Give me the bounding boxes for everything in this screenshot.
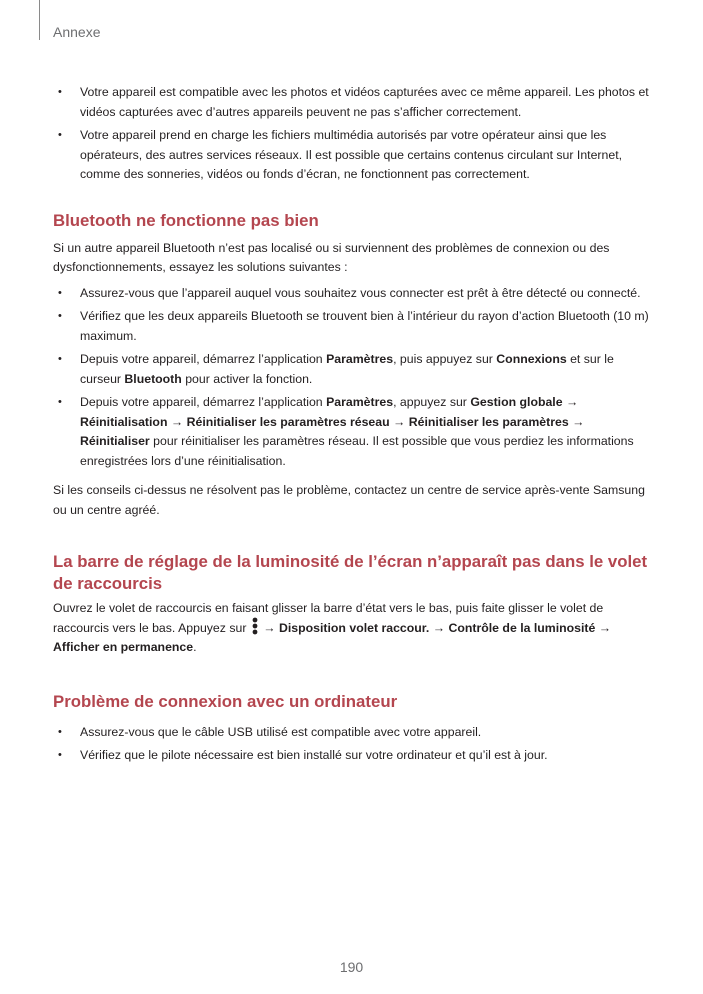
ui-term: Connexions (496, 352, 567, 366)
section-heading: La barre de réglage de la luminosité de l’écran n’apparaît pas dans le volet de raccourcis (53, 552, 648, 593)
computer-bullet-list (53, 723, 653, 766)
section-intro: Si un autre appareil Bluetooth n’est pas localisé ou si surviennent des problèmes de connexion ou des dysfonctionnements, essayez les solutions suivantes : (53, 240, 610, 274)
ui-term: Disposition volet raccour. (278, 620, 430, 635)
ui-term: Paramètres (326, 352, 394, 366)
list-item: • Assurez-vous que le câble USB utilisé est compatible avec votre appareil. (53, 723, 653, 743)
page-number: 190 (339, 959, 364, 975)
arrow-icon: → (259, 620, 279, 635)
section-heading: Problème de connexion avec un ordinateur (53, 691, 398, 711)
arrow-icon: → (429, 620, 449, 635)
arrow-icon: → (568, 414, 585, 429)
arrow-icon: → (595, 620, 612, 635)
margin-rule (39, 0, 40, 40)
brightness-section (53, 551, 653, 658)
list-item: • Depuis votre appareil, démarrez l’application Paramètres, puis appuyez sur Connexions et sur le curseur Bluetooth pour activer la fonction. (58, 352, 614, 386)
arrow-icon: → (562, 395, 579, 409)
bullet-icon: • (58, 286, 62, 299)
arrow-icon: → (167, 414, 187, 429)
ui-term: Bluetooth (124, 371, 182, 386)
intro-bullet-list (53, 83, 653, 185)
section-paragraph: Ouvrez le volet de raccourcis en faisant glisser la barre d’état vers le bas, puis faite glisser le volet de raccourcis vers le bas. Appuyez sur → Disposition volet raccour. → Contrôle de la luminosité → Afficher en permanence. (53, 601, 612, 654)
list-item: • Votre appareil prend en charge les fichiers multimédia autorisés par votre opérateur ainsi que les opérateurs, des autres services réseaux. Il est possible que certains contenus circulant sur Internet, comme des sonneries, vidéos ou fonds d’écran, ne fonctionnent pas correctement. (58, 128, 623, 181)
running-header: Annexe (53, 24, 101, 40)
ui-term: Paramètres (326, 395, 394, 409)
bullet-icon: • (58, 310, 62, 322)
list-item: • Depuis votre appareil, démarrez l’application Paramètres, appuyez sur Gestion globale → Réinitialisation → Réinitialiser les paramètres réseau → Réinitialiser les paramètres → Réinitialiser pour réinitialiser les paramètres réseau. Il est possible que vous perdiez les informations enregistrées lors d’une réinitialisation. (58, 395, 634, 468)
bullet-icon: • (58, 353, 62, 365)
ui-term: Gestion globale (470, 395, 563, 409)
list-item: • Vérifiez que les deux appareils Bluetooth se trouvent bien à l’intérieur du rayon d’action Bluetooth (10 m) maximum. (58, 309, 649, 343)
arrow-icon: → (389, 414, 409, 429)
list-item: • Assurez-vous que l’appareil auquel vous souhaitez vous connecter est prêt à être détecté ou connecté. (53, 284, 653, 304)
page-body (53, 83, 653, 770)
ui-term: Réinitialiser (80, 434, 150, 448)
ui-term: Réinitialiser les paramètres réseau (186, 414, 390, 429)
ui-term: Réinitialisation (80, 414, 168, 429)
bullet-icon: • (58, 86, 62, 98)
ui-term: Réinitialiser les paramètres (408, 414, 569, 429)
bullet-icon: • (58, 725, 62, 738)
bullet-icon: • (58, 749, 62, 761)
bullet-icon: • (58, 396, 62, 408)
bullet-icon: • (58, 129, 62, 141)
more-options-icon (252, 617, 258, 635)
list-item: • Vérifiez que le pilote nécessaire est bien installé sur votre ordinateur et qu’il est à jour. (53, 746, 653, 766)
ui-term: Contrôle de la luminosité (448, 620, 596, 635)
list-item: • Votre appareil est compatible avec les photos et vidéos capturées avec ce même appareil. Les photos et vidéos capturées avec d’autres appareils peuvent ne pas s’afficher correctement. (58, 85, 649, 119)
computer-section (53, 691, 653, 766)
bluetooth-section (53, 210, 653, 521)
section-outro: Si les conseils ci-dessus ne résolvent pas le problème, contactez un centre de service après-vente Samsung ou un centre agréé. (53, 483, 645, 517)
section-heading: Bluetooth ne fonctionne pas bien (53, 210, 319, 230)
ui-term: Afficher en permanence (53, 640, 194, 654)
bluetooth-bullet-list (53, 284, 653, 472)
